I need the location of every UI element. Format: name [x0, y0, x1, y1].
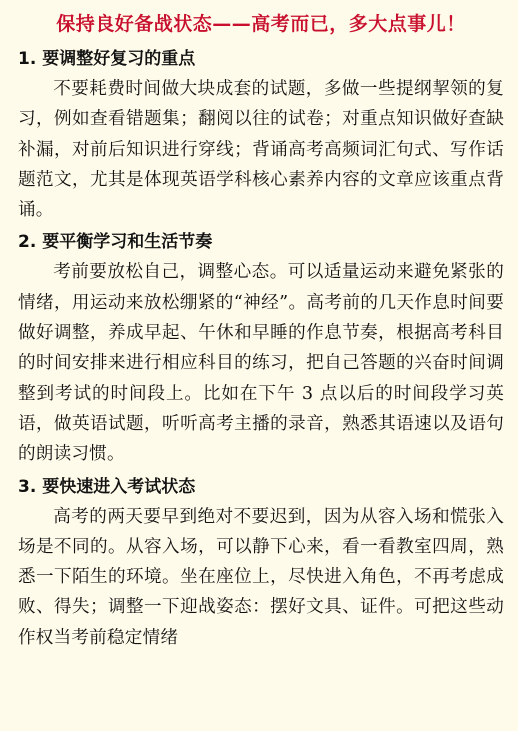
section-heading: 3. 要快速进入考试状态: [18, 476, 196, 497]
section-3: [18, 472, 504, 653]
section-body: 不要耗费时间做大块成套的试题，多做一些提纲挈领的复习，例如查看错题集；翻阅以往的试卷；对重点知识做好查缺补漏，对前后知识进行穿线；背诵高考高频词汇句式、写作话题范文，尤其是体现英语学科核心素养内容的文章应该重点背诵。: [18, 79, 504, 221]
section-body: 高考的两天要早到绝对不要迟到，因为从容入场和慌张入场是不同的。从容入场，可以静下心来，看一看教室四周，熟悉一下陌生的环境。坐在座位上，尽快进入角色，不再考虑成败、得失；调整一下迎战姿态：摆好文具、证件。可把这些动作权当考前稳定情绪: [18, 506, 504, 648]
section-body: 考前要放松自己，调整心态。可以适量运动来避免紧张的情绪，用运动来放松绷紧的“神经”。高考前的几天作息时间要做好调整，养成早起、午休和早睡的作息节奏，根据高考科目的时间安排来进行相应科目的练习，把自己答题的兴奋时间调整到考试的时间段上。比如在下午 3 点以后的时间段学习英语，做英语试题，听听高考主播的录音，熟悉其语速以及语句的朗读习惯。: [18, 262, 504, 465]
section-2: [18, 227, 504, 469]
section-heading: 2. 要平衡学习和生活节奏: [18, 232, 213, 253]
section-heading: 1. 要调整好复习的重点: [18, 49, 196, 69]
page-title: 保持良好备战状态——高考而已，多大点事儿！: [56, 13, 466, 35]
section-1: [18, 44, 504, 225]
